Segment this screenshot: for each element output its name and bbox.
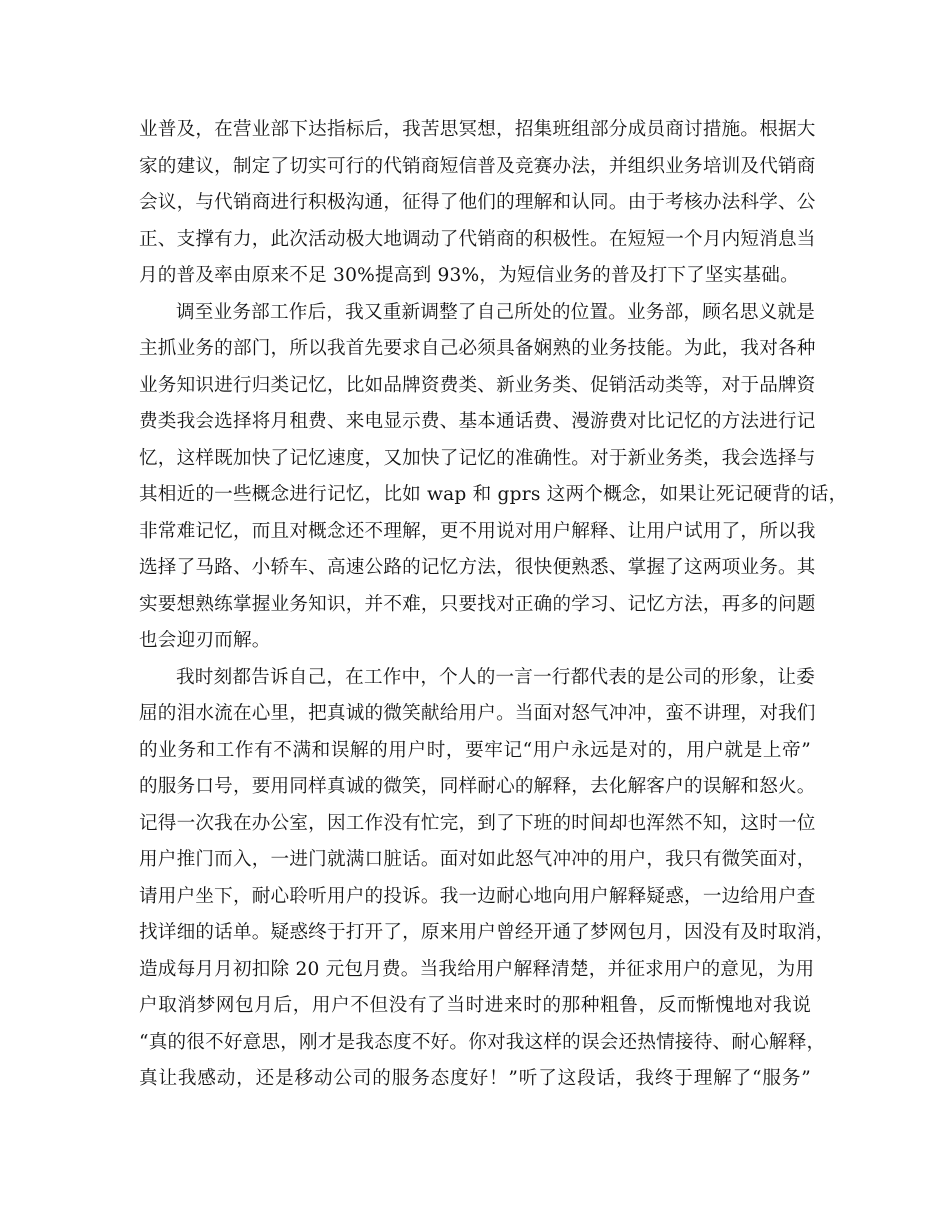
text-line: 业普及，在营业部下达指标后，我苦思冥想，招集班组部分成员商讨措施。根据大: [139, 119, 816, 140]
text-line: 主抓业务的部门，所以我首先要求自己必须具备娴熟的业务技能。为此，我对各种: [139, 338, 816, 359]
text-line: 选择了马路、小轿车、高速公路的记忆方法，很快便熟悉、掌握了这两项业务。其: [139, 557, 816, 578]
text-line: 也会迎刃而解。: [139, 630, 271, 651]
text-line: 费类我会选择将月租费、来电显示费、基本通话费、漫游费对比记忆的方法进行记: [139, 411, 816, 432]
text-line: 忆，这样既加快了记忆速度，又加快了记忆的准确性。对于新业务类，我会选择与: [139, 447, 816, 469]
text-line: 调至业务部工作后，我又重新调整了自己所处的位置。业务部，顾名思义就是: [176, 301, 815, 323]
text-line: 找详细的话单。疑惑终于打开了，原来用户曾经开通了梦网包月，因没有及时取消，: [139, 922, 835, 943]
text-line: 实要想熟练掌握业务知识，并不难，只要找对正确的学习、记忆方法，再多的问题: [139, 593, 816, 615]
text-line: 的业务和工作有不满和误解的用户时，要牢记“用户永远是对的，用户就是上帝”: [139, 739, 811, 761]
text-line: 非常难记忆，而且对概念还不理解，更不用说对用户解释、让用户试用了，所以我: [139, 520, 816, 542]
text-line: 屈的泪水流在心里，把真诚的微笑献给用户。当面对怒气冲冲，蛮不讲理，对我们: [139, 703, 816, 724]
text-line: 户取消梦网包月后，用户不但没有了当时进来时的那种粗鲁，反而惭愧地对我说: [139, 995, 811, 1016]
text-line: 会议，与代销商进行积极沟通，征得了他们的理解和认同。由于考核办法科学、公: [139, 192, 816, 213]
text-line: “真的很不好意思，刚才是我态度不好。你对我这样的误会还热情接待、耐心解释，: [139, 1031, 826, 1053]
text-line: 正、支撑有力，此次活动极大地调动了代销商的积极性。在短短一个月内短消息当: [139, 228, 816, 250]
text-line: 真让我感动，还是移动公司的服务态度好！”听了这段话，我终于理解了“服务”: [139, 1068, 811, 1089]
paragraph: [139, 660, 835, 1098]
text-line: 造成每月月初扣除 20 元包月费。当我给用户解释清楚，并征求用户的意见，为用: [139, 958, 815, 980]
document-body: [139, 112, 848, 1098]
text-line: 其相近的一些概念进行记忆，比如 wap 和 gprs 这两个概念，如果让死记硬背的话，: [139, 484, 848, 505]
text-line: 用户推门而入，一进门就满口脏话。面对如此怒气冲冲的用户，我只有微笑面对，: [139, 849, 816, 870]
text-line: 的服务口号，要用同样真诚的微笑，同样耐心的解释，去化解客户的误解和怒火。: [139, 776, 816, 797]
text-line: 请用户坐下，耐心聆听用户的投诉。我一边耐心地向用户解释疑惑，一边给用户查: [139, 885, 816, 907]
text-line: 记得一次我在办公室，因工作没有忙完，到了下班的时间却也浑然不知，这时一位: [139, 812, 816, 834]
text-line: 月的普及率由原来不足 30%提高到 93%，为短信业务的普及打下了坚实基础。: [139, 265, 799, 286]
text-line: 业务知识进行归类记忆，比如品牌资费类、新业务类、促销活动类等，对于品牌资: [139, 374, 816, 396]
text-line: 我时刻都告诉自己，在工作中，个人的一言一行都代表的是公司的形象，让委: [176, 666, 815, 688]
paragraph: [139, 112, 816, 295]
paragraph: [139, 295, 848, 660]
text-line: 家的建议，制定了切实可行的代销商短信普及竞赛办法，并组织业务培训及代销商: [139, 155, 816, 177]
